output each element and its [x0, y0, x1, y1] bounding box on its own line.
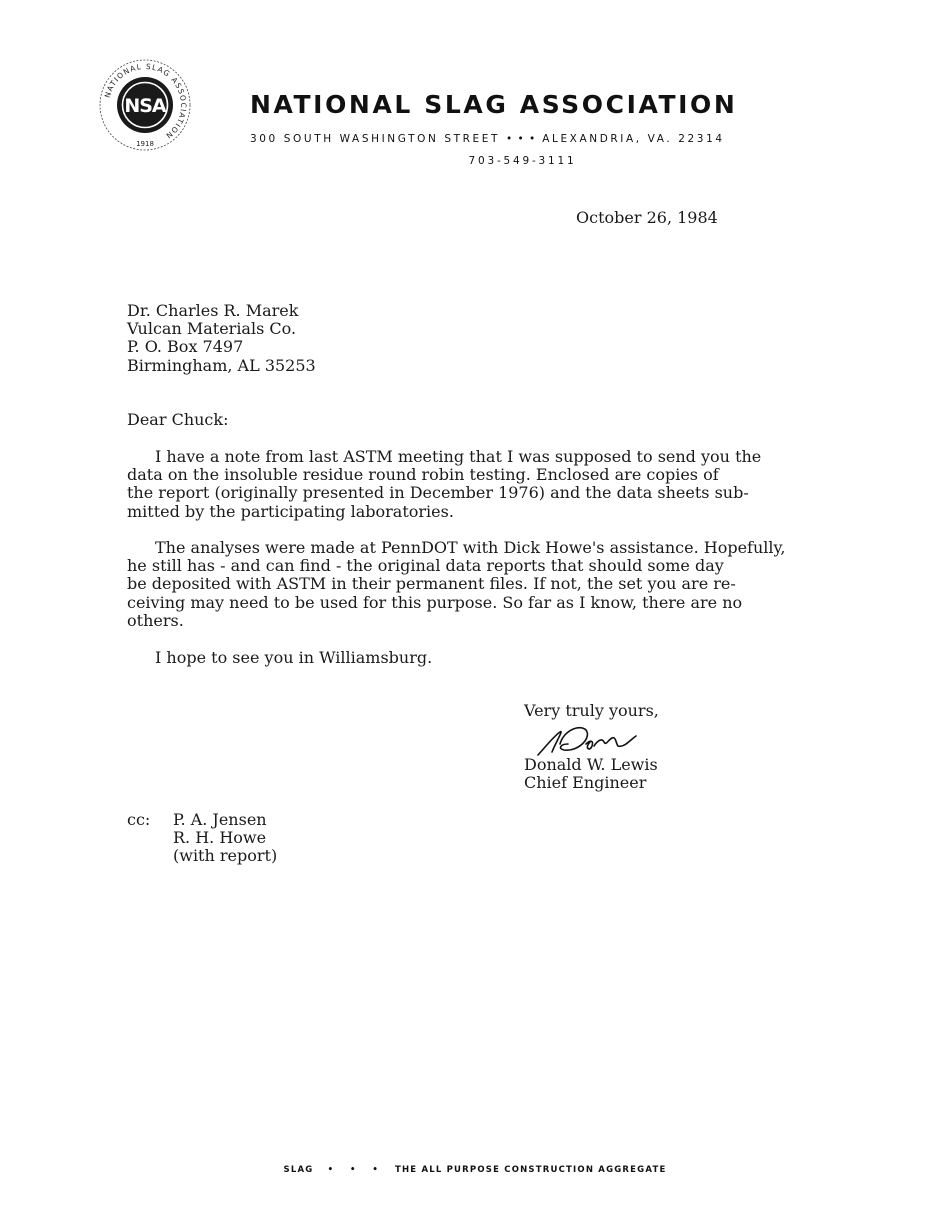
paragraph-line: data on the insoluble residue round robin testing. Enclosed are copies of	[127, 465, 719, 485]
street-address: 300 SOUTH WASHINGTON STREET	[250, 133, 501, 145]
recipient-line: Vulcan Materials Co.	[127, 319, 297, 339]
recipient-line: P. O. Box 7497	[127, 337, 244, 357]
body-paragraph-1	[127, 448, 761, 521]
body-paragraph-3	[127, 649, 432, 667]
cc-recipient: P. A. Jensen	[173, 810, 267, 829]
cc-recipient: R. H. Howe	[173, 828, 267, 848]
city-state-zip: ALEXANDRIA, VA. 22314	[542, 133, 725, 145]
paragraph-line: others.	[127, 610, 184, 630]
recipient-line: Birmingham, AL 35253	[127, 355, 316, 375]
footer-dots: • • •	[327, 1165, 385, 1175]
paragraph-line: he still has - and can find - the original data reports that should some day	[127, 556, 724, 576]
salutation: Dear Chuck:	[127, 410, 229, 429]
address-separator: • • •	[506, 133, 537, 145]
organization-phone: 703-549-3111	[468, 155, 577, 167]
cc-label: cc:	[127, 810, 151, 829]
signer-block	[524, 756, 658, 792]
association-seal-logo	[98, 58, 192, 152]
signer-title: Chief Engineer	[524, 773, 647, 793]
recipient-line: Dr. Charles R. Marek	[127, 301, 299, 320]
paragraph-line: The analyses were made at PennDOT with Dick Howe's assistance. Hopefully,	[155, 538, 786, 557]
recipient-address	[127, 302, 316, 375]
signer-name: Donald W. Lewis	[524, 755, 658, 774]
footer-left: SLAG	[283, 1165, 314, 1175]
cc-note: (with report)	[173, 846, 278, 866]
svg-text:NATIONAL SLAG ASSOCIATION: NATIONAL SLAG ASSOCIATION	[102, 61, 189, 141]
paragraph-line: the report (originally presented in December 1976) and the data sheets sub-	[127, 483, 749, 503]
seal-year: 1918	[136, 140, 154, 148]
letterhead-footer	[0, 1165, 950, 1175]
organization-address	[250, 133, 795, 145]
closing: Very truly yours,	[524, 701, 659, 720]
letter-date: October 26, 1984	[576, 208, 718, 227]
body-paragraph-2	[127, 539, 786, 630]
paragraph-line: be deposited with ASTM in their permanent files. If not, the set you are re-	[127, 574, 736, 594]
paragraph-line: I hope to see you in Williamsburg.	[155, 648, 433, 667]
organization-name: NATIONAL SLAG ASSOCIATION	[250, 90, 738, 119]
paragraph-line: mitted by the participating laboratories.	[127, 501, 454, 521]
paragraph-line: I have a note from last ASTM meeting that I was supposed to send you the	[155, 447, 762, 466]
footer-tagline: THE ALL PURPOSE CONSTRUCTION AGGREGATE	[394, 1165, 667, 1175]
cc-list	[173, 811, 277, 866]
svg-text:NSA: NSA	[124, 95, 166, 117]
paragraph-line: ceiving may need to be used for this purpose. So far as I know, there are no	[127, 592, 743, 612]
